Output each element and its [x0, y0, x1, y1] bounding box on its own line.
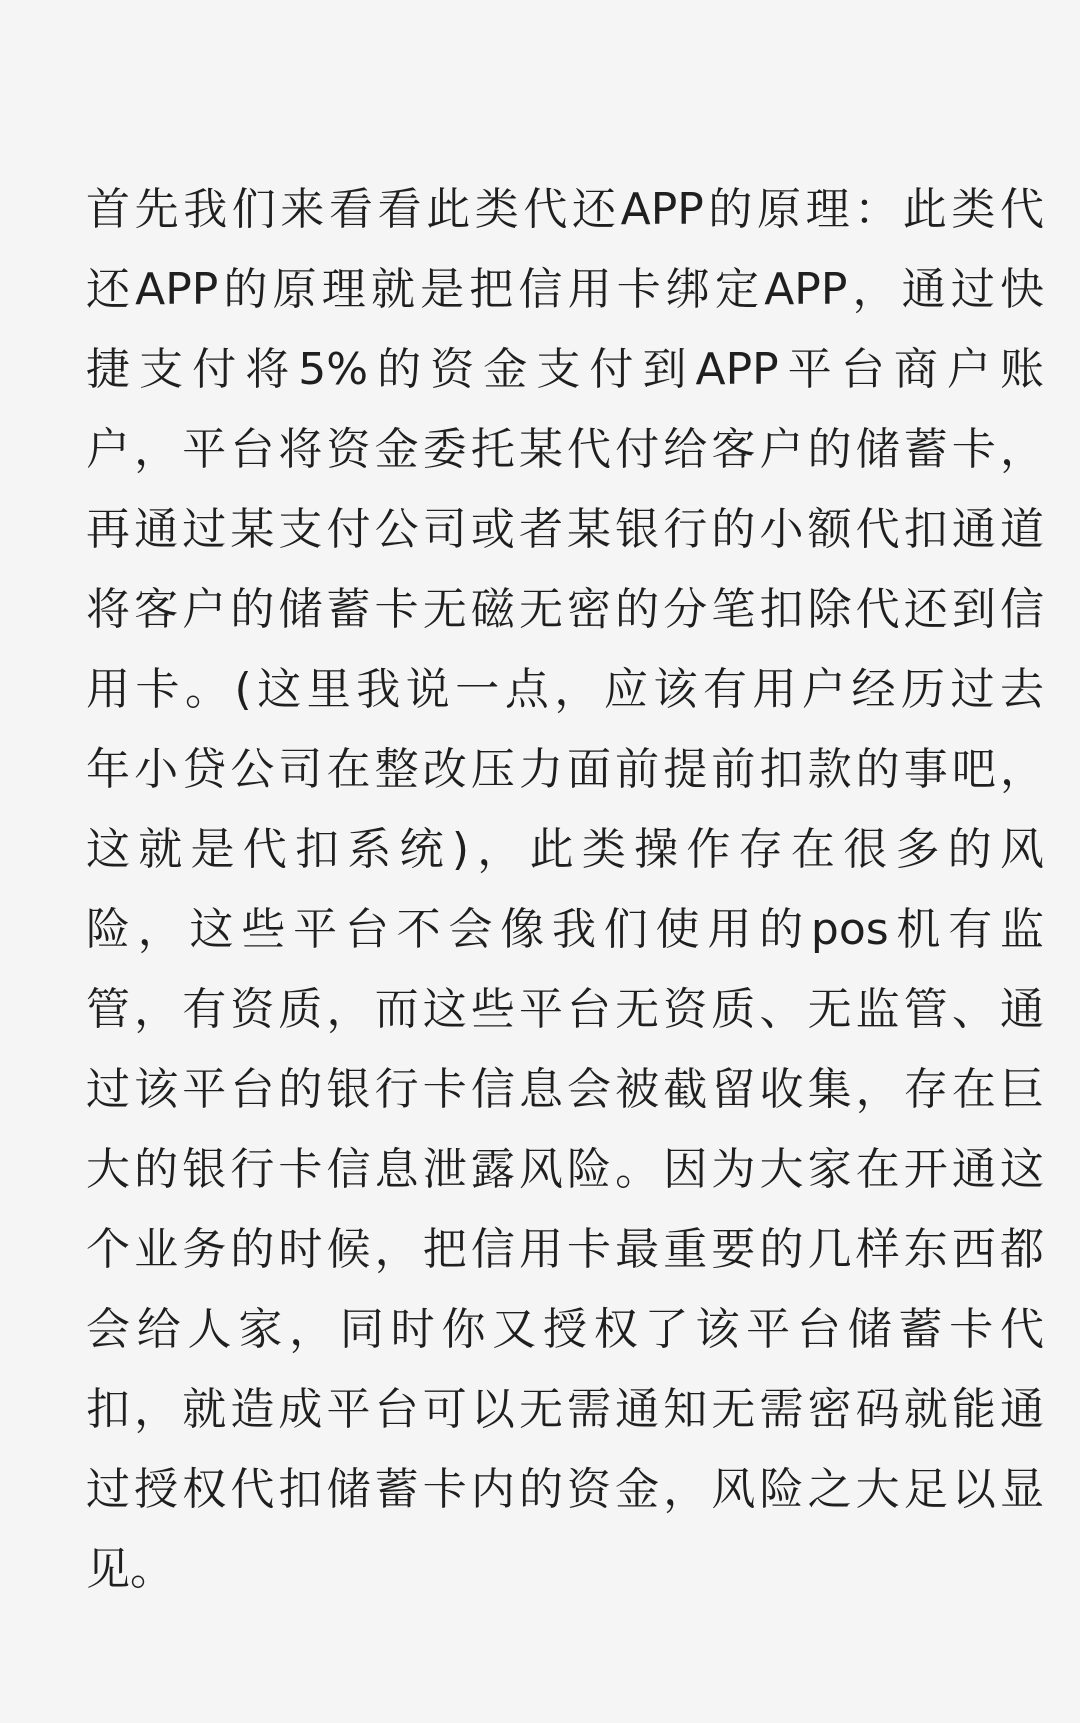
article-line-4: 户，平台将资金委托某代付给客户的储蓄卡，	[86, 424, 1044, 475]
article-line-11: 管，有资质，而这些平台无资质、无监管、通	[86, 984, 1044, 1035]
article-line-17: 过授权代扣储蓄卡内的资金，风险之大足以显	[86, 1464, 1044, 1515]
article-line-2: 还APP的原理就是把信用卡绑定APP，通过快	[86, 264, 1044, 315]
article-line-13: 大的银行卡信息泄露风险。因为大家在开通这	[86, 1144, 1044, 1195]
article-line-18: 见。	[86, 1544, 174, 1595]
article-line-7: 用卡。(这里我说一点，应该有用户经历过去	[86, 664, 1044, 715]
article-line-1: 首先我们来看看此类代还APP的原理：此类代	[86, 184, 1044, 235]
article-line-3: 捷支付将5%的资金支付到APP平台商户账	[86, 344, 1044, 395]
article-line-12: 过该平台的银行卡信息会被截留收集，存在巨	[86, 1064, 1044, 1115]
article-line-15: 会给人家，同时你又授权了该平台储蓄卡代	[86, 1304, 1044, 1355]
article-line-6: 将客户的储蓄卡无磁无密的分笔扣除代还到信	[86, 584, 1044, 635]
article-line-9: 这就是代扣系统)，此类操作存在很多的风	[86, 824, 1044, 875]
article-line-10: 险，这些平台不会像我们使用的pos机有监	[86, 904, 1044, 955]
article-line-14: 个业务的时候，把信用卡最重要的几样东西都	[86, 1224, 1044, 1275]
article-body	[86, 170, 1044, 1610]
article-line-5: 再通过某支付公司或者某银行的小额代扣通道	[86, 504, 1044, 555]
article-line-16: 扣，就造成平台可以无需通知无需密码就能通	[86, 1384, 1044, 1435]
article-line-8: 年小贷公司在整改压力面前提前扣款的事吧，	[86, 744, 1044, 795]
